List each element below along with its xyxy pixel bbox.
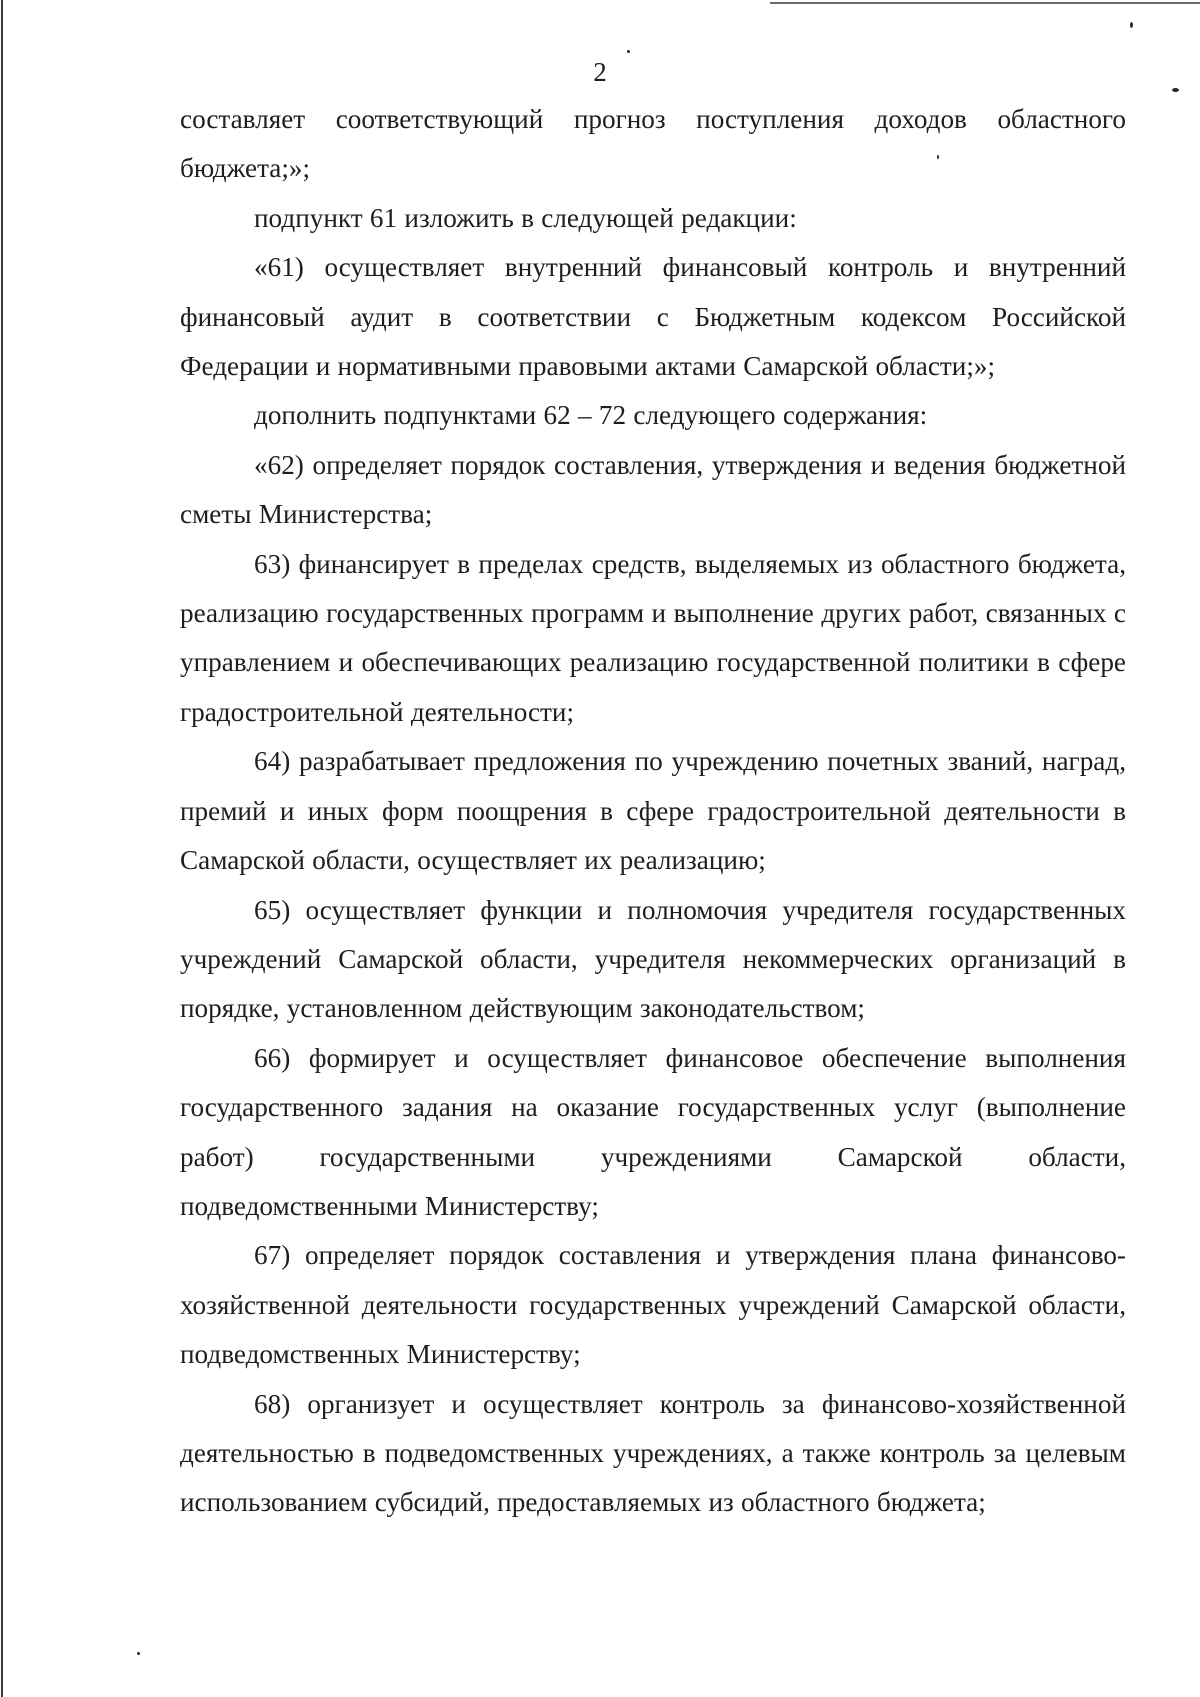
scan-speck — [137, 1652, 140, 1655]
paragraph-subclause-63: 63) финансирует в пределах средств, выделяемых из областного бюджета, реализацию государственных программ и выполнение других работ, связанных с управлением и обеспечивающих реализацию государственной политики в сфере градостроительной деятельности; — [180, 548, 1126, 727]
paragraph-subclause-61: «61) осуществляет внутренний финансовый контроль и внутренний финансовый аудит в соответствии с Бюджетным кодексом Российской Федерации и нормативными правовыми актами Самарской области;»; — [180, 252, 1126, 382]
paragraph-subclause-61-intro: подпункт 61 изложить в следующей редакции: — [254, 202, 797, 233]
paragraph-subclause-64: 64) разрабатывает предложения по учреждению почетных званий, наград, премий и иных форм поощрения в сфере градостроительной деятельности в Самарской области, осуществляет их реализацию; — [180, 746, 1126, 876]
paragraph-subclause-66: 66) формирует и осуществляет финансовое обеспечение выполнения государственного задания на оказание государственных услуг (выполнение работ) государственными учреждениями Самарской области, подведомственными Министерству; — [180, 1042, 1126, 1221]
scan-speck — [1130, 22, 1133, 28]
paragraph-subclause-68: 68) организует и осуществляет контроль за финансово-хозяйственной деятельностью в подведомственных учреждениях, а также контроль за целевым использованием субсидий, предоставляемых из областного бюджета; — [180, 1388, 1126, 1518]
paragraph-subclause-65: 65) осуществляет функции и полномочия учредителя государственных учреждений Самарской области, учредителя некоммерческих организаций в порядке, установленном действующим законодательством; — [180, 894, 1126, 1024]
paragraph-subclause-67: 67) определяет порядок составления и утверждения плана финансово-хозяйственной деятельности государственных учреждений Самарской области, подведомственных Министерству; — [180, 1240, 1126, 1370]
scan-top-edge — [770, 2, 1200, 4]
scan-left-edge — [1, 0, 3, 1697]
page-number: 2 — [593, 57, 607, 87]
scan-speck — [1172, 88, 1179, 92]
paragraph-supplement-intro: дополнить подпунктами 62 – 72 следующего содержания: — [254, 400, 928, 431]
scan-speck — [627, 50, 630, 53]
document-body — [180, 95, 1126, 1528]
paragraph-subclause-62: «62) определяет порядок составления, утверждения и ведения бюджетной сметы Министерства; — [180, 449, 1126, 530]
paragraph-continuation: составляет соответствующий прогноз поступления доходов областного бюджета;»; — [180, 104, 1126, 184]
